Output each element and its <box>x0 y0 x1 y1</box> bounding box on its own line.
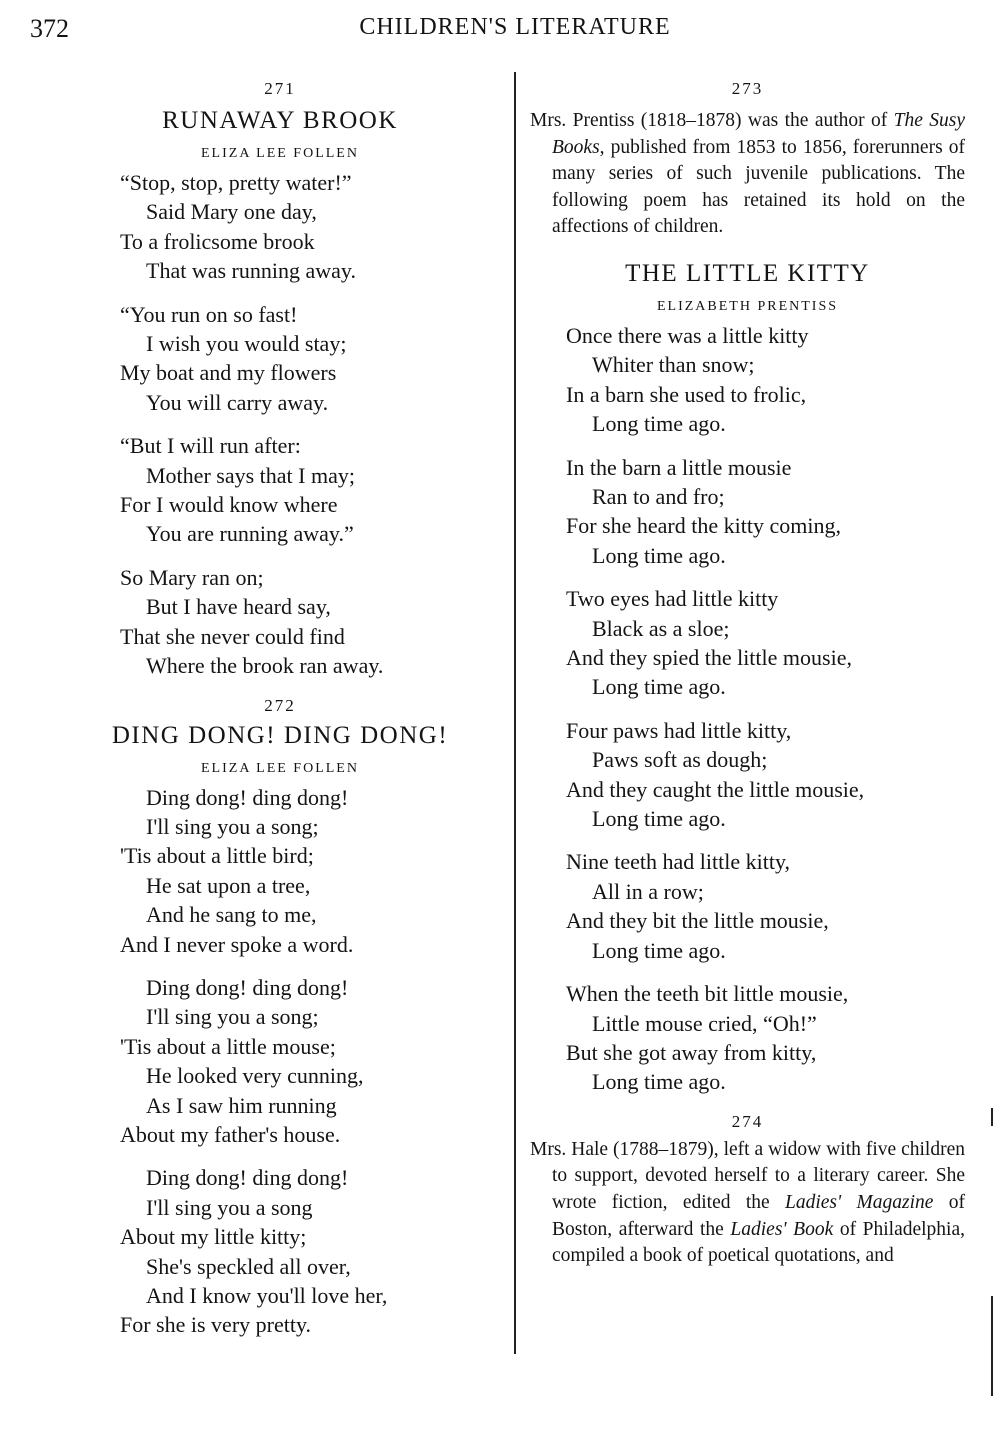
stanza <box>120 168 460 286</box>
entry-number: 274 <box>731 1111 764 1131</box>
verse-line: 'Tis about a little bird; <box>120 843 314 869</box>
verse-line: I'll sing you a song <box>146 1194 313 1220</box>
poem-title: RUNAWAY BROOK <box>162 107 398 134</box>
verse-line: That was running away. <box>146 258 356 284</box>
poem-title: THE LITTLE KITTY <box>625 259 870 287</box>
verse-line: Ding dong! ding dong! <box>146 1165 349 1191</box>
verse-line: Little mouse cried, “Oh!” <box>592 1010 817 1036</box>
verse-line: You will carry away. <box>146 389 329 415</box>
verse-line: He looked very cunning, <box>146 1063 364 1089</box>
verse-line: I wish you would stay; <box>146 331 347 357</box>
verse-line: My boat and my flowers <box>120 360 337 386</box>
entry-number: 273 <box>731 79 764 98</box>
verse-line: Ran to and fro; <box>592 484 725 509</box>
right-column <box>530 78 965 1270</box>
verse-line: In a barn she used to frolic, <box>566 381 807 407</box>
stanza <box>566 979 965 1097</box>
verse-line: About my little kitty; <box>120 1224 307 1250</box>
verse-line: Ding dong! ding dong! <box>146 784 349 810</box>
verse-line: Long time ago. <box>592 674 726 700</box>
verse-line: Nine teeth had little kitty, <box>566 849 791 875</box>
verse-line: About my father's house. <box>120 1121 341 1147</box>
verse-line: All in a row; <box>592 878 704 904</box>
verse-line: So Mary ran on; <box>120 564 264 590</box>
author-note: Mrs. Hale (1788–1879), left a widow with five children to support, devoted herself to a literary career. She wrote fiction, edited the Ladies' Magazine of Boston, afterward the Ladies' Book of Philadelphia, compiled a book of poetical quotations, and <box>530 1138 965 1267</box>
verse-line: And I never spoke a word. <box>120 931 354 957</box>
verse-line: That she never could find <box>120 623 345 649</box>
verse-line: Where the brook ran away. <box>146 653 384 679</box>
verse-line: Said Mary one day, <box>146 199 317 225</box>
stanza <box>120 973 460 1149</box>
poem-number: 271 <box>264 79 296 98</box>
verse-line: And they spied the little mousie, <box>566 645 852 671</box>
stanza <box>120 1163 460 1339</box>
poem-title: DING DONG! DING DONG! <box>111 721 449 749</box>
verse-line: In the barn a little mousie <box>566 454 792 480</box>
page-number: 372 <box>30 14 69 43</box>
poem-author: ELIZABETH PRENTISS <box>656 298 839 314</box>
verse-line: I'll sing you a song; <box>146 813 319 839</box>
verse-line: He sat upon a tree, <box>146 872 311 898</box>
verse-line: As I saw him running <box>146 1092 337 1118</box>
stanza <box>566 847 965 965</box>
running-head: CHILDREN'S LITERATURE <box>359 14 671 40</box>
stanza <box>120 300 460 418</box>
stanza <box>120 783 460 959</box>
verse-line: Black as a sloe; <box>592 615 730 641</box>
verse-line: Long time ago. <box>592 542 726 568</box>
verse-line: She's speckled all over, <box>146 1253 351 1279</box>
poem-271 <box>100 78 460 681</box>
verse-line: Paws soft as dough; <box>592 747 768 773</box>
verse-line: But she got away from kitty, <box>566 1039 817 1065</box>
stanza <box>566 716 965 834</box>
poem-body <box>100 168 460 681</box>
verse-line: But I have heard say, <box>146 594 331 620</box>
edge-mark <box>991 1108 993 1126</box>
entry-273 <box>530 78 965 1097</box>
stanza <box>566 321 965 439</box>
stanza <box>120 431 460 549</box>
verse-line: To a frolicsome brook <box>120 228 315 254</box>
poem-number: 272 <box>264 695 296 715</box>
verse-line: Long time ago. <box>592 411 726 437</box>
verse-line: For I would know where <box>120 492 338 518</box>
poem-author: ELIZA LEE FOLLEN <box>201 146 359 161</box>
verse-line: “Stop, stop, pretty water!” <box>120 170 352 195</box>
verse-line: For she heard the kitty coming, <box>566 513 841 539</box>
stanza <box>120 563 460 681</box>
verse-line: And they caught the little mousie, <box>566 776 865 802</box>
verse-line: 'Tis about a little mouse; <box>120 1033 336 1059</box>
poem-272 <box>100 695 460 1340</box>
verse-line: Long time ago. <box>592 937 726 963</box>
edge-mark <box>991 1296 993 1396</box>
verse-line: For she is very pretty. <box>120 1312 312 1338</box>
verse-line: And I know you'll love her, <box>146 1283 388 1308</box>
author-note: Mrs. Prentiss (1818–1878) was the author of The Susy Books, published from 1853 to 1856, forerunners of many series of such juvenile publications. The following poem has retained its hold on the affections of children. <box>530 110 965 238</box>
verse-line: Whiter than snow; <box>592 352 755 378</box>
verse-line: “You run on so fast! <box>120 301 298 327</box>
verse-line: When the teeth bit little mousie, <box>566 981 849 1007</box>
poem-body <box>530 321 965 1097</box>
stanza <box>566 584 965 702</box>
verse-line: You are running away.” <box>146 521 354 547</box>
verse-line: “But I will run after: <box>120 433 301 459</box>
verse-line: Long time ago. <box>592 1069 726 1095</box>
verse-line: Mother says that I may; <box>146 462 355 488</box>
stanza <box>566 453 965 571</box>
verse-line: Long time ago. <box>592 806 726 832</box>
verse-line: Four paws had little kitty, <box>566 717 792 743</box>
column-rule <box>514 72 516 1354</box>
poem-body <box>100 783 460 1340</box>
verse-line: And he sang to me, <box>146 902 317 928</box>
poem-author: ELIZA LEE FOLLEN <box>201 760 359 776</box>
verse-line: Once there was a little kitty <box>566 322 809 348</box>
verse-line: Two eyes had little kitty <box>566 586 779 612</box>
verse-line: Ding dong! ding dong! <box>146 974 349 1000</box>
verse-line: I'll sing you a song; <box>146 1004 319 1030</box>
left-column <box>100 78 460 1354</box>
verse-line: And they bit the little mousie, <box>566 908 829 934</box>
entry-274 <box>530 1111 965 1270</box>
